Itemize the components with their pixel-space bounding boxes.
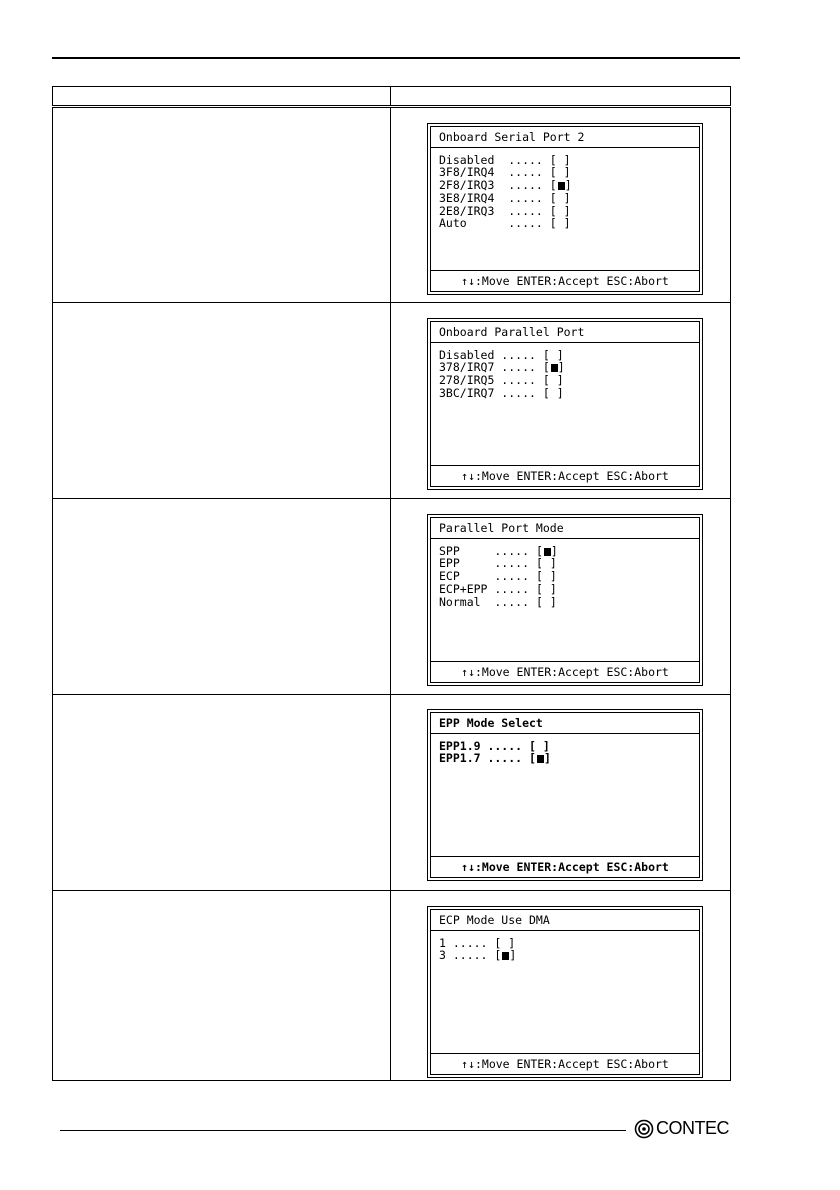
option-item[interactable]: ECP ..... [ ] xyxy=(439,569,557,584)
screen-cell xyxy=(391,891,731,1081)
option-label: EPP1.9 ..... xyxy=(439,738,523,753)
checkbox-empty[interactable] xyxy=(550,386,557,400)
option-item[interactable]: 1 ..... [ ] xyxy=(439,935,516,950)
option-item[interactable]: EPP1.7 ..... [ ] xyxy=(439,751,551,766)
option-label: ECP+EPP ..... xyxy=(439,581,530,596)
checkbox-empty[interactable] xyxy=(550,348,557,362)
bios-screen-serial-port-2 xyxy=(427,123,703,295)
table-header-row xyxy=(53,87,731,107)
option-label: 2E8/IRQ3 ..... xyxy=(439,203,543,218)
bios-screen-title: Onboard Serial Port 2 xyxy=(431,127,699,148)
option-item[interactable]: 3E8/IRQ4 ..... [ ] xyxy=(439,190,571,205)
table-row xyxy=(53,891,731,1081)
key-hint-footer: ↑↓:Move ENTER:Accept ESC:Abort xyxy=(431,856,699,877)
bios-screen-title: Parallel Port Mode xyxy=(431,518,699,539)
description-cell xyxy=(53,695,391,891)
option-list xyxy=(431,343,699,400)
table-header-col1 xyxy=(53,87,391,107)
selected-mark-icon[interactable] xyxy=(551,364,558,372)
option-label: EPP ..... xyxy=(439,556,530,571)
option-item[interactable]: Disabled ..... [ ] xyxy=(439,152,571,167)
key-hint-footer: ↑↓:Move ENTER:Accept ESC:Abort xyxy=(431,465,699,486)
option-label: 3F8/IRQ4 ..... xyxy=(439,165,543,180)
option-item[interactable]: Disabled ..... [ ] xyxy=(439,347,564,362)
option-list xyxy=(431,734,699,765)
description-cell xyxy=(53,891,391,1081)
table-row xyxy=(53,303,731,499)
option-label: SPP ..... xyxy=(439,543,530,558)
brand-name: CONTEC xyxy=(656,1118,729,1138)
contec-logo-icon xyxy=(634,1119,654,1139)
selected-mark-icon[interactable] xyxy=(537,755,544,763)
option-label: 3BC/IRQ7 ..... xyxy=(439,385,536,400)
option-label: 378/IRQ7 ..... xyxy=(439,360,536,375)
table-row xyxy=(53,695,731,891)
description-cell xyxy=(53,107,391,303)
key-hint-footer: ↑↓:Move ENTER:Accept ESC:Abort xyxy=(431,1053,699,1074)
screen-cell xyxy=(391,499,731,695)
option-label: ECP ..... xyxy=(439,569,530,584)
option-label: Disabled ..... xyxy=(439,152,543,167)
option-list xyxy=(431,539,699,609)
option-label: Disabled ..... xyxy=(439,347,536,362)
bios-screen-title: ECP Mode Use DMA xyxy=(431,910,699,931)
option-label: 1 ..... xyxy=(439,935,488,950)
checkbox-empty[interactable] xyxy=(557,165,564,179)
option-item[interactable]: 278/IRQ5 ..... [ ] xyxy=(439,373,564,388)
checkbox-empty[interactable] xyxy=(557,216,564,230)
option-item[interactable]: SPP ..... [ ] xyxy=(439,543,558,558)
bios-screen-epp-mode-select xyxy=(427,709,703,881)
option-list xyxy=(431,148,699,230)
settings-table xyxy=(52,86,731,1081)
option-item[interactable]: 3BC/IRQ7 ..... [ ] xyxy=(439,385,564,400)
screen-cell xyxy=(391,107,731,303)
option-label: 2F8/IRQ3 ..... xyxy=(439,178,543,193)
option-label: 3E8/IRQ4 ..... xyxy=(439,190,543,205)
description-cell xyxy=(53,499,391,695)
option-item[interactable]: 3 ..... [ ] xyxy=(439,948,517,963)
bios-screen-title: EPP Mode Select xyxy=(431,713,699,734)
option-label: 3 ..... xyxy=(439,948,488,963)
option-item[interactable]: EPP1.9 ..... [ ] xyxy=(439,738,550,753)
checkbox-empty[interactable] xyxy=(543,595,550,609)
selected-mark-icon[interactable] xyxy=(544,548,551,556)
option-item[interactable]: Normal ..... [ ] xyxy=(439,594,557,609)
option-label: 278/IRQ5 ..... xyxy=(439,373,536,388)
bios-screen-parallel-port xyxy=(427,318,703,490)
bios-screen-parallel-port-mode xyxy=(427,514,703,686)
option-list xyxy=(431,931,699,962)
option-item[interactable]: 2E8/IRQ3 ..... [ ] xyxy=(439,203,571,218)
option-label: EPP1.7 ..... xyxy=(439,751,523,766)
table-row xyxy=(53,499,731,695)
option-item[interactable]: 2F8/IRQ3 ..... [ ] xyxy=(439,178,572,193)
option-item[interactable]: 378/IRQ7 ..... [ ] xyxy=(439,360,565,375)
option-item[interactable]: Auto ..... [ ] xyxy=(439,216,571,231)
checkbox-empty[interactable] xyxy=(501,936,508,950)
bottom-rule xyxy=(60,1130,626,1131)
option-label: Auto ..... xyxy=(439,216,543,231)
bios-screen-title: Onboard Parallel Port xyxy=(431,322,699,343)
key-hint-footer: ↑↓:Move ENTER:Accept ESC:Abort xyxy=(431,270,699,291)
option-item[interactable]: ECP+EPP ..... [ ] xyxy=(439,581,557,596)
screen-cell xyxy=(391,303,731,499)
selected-mark-icon[interactable] xyxy=(502,952,509,960)
option-item[interactable]: 3F8/IRQ4 ..... [ ] xyxy=(439,165,571,180)
bios-screen-ecp-dma xyxy=(427,906,703,1078)
screen-cell xyxy=(391,695,731,891)
key-hint-footer: ↑↓:Move ENTER:Accept ESC:Abort xyxy=(431,661,699,682)
table-header-col2 xyxy=(391,87,731,107)
brand-logo xyxy=(634,1118,729,1139)
top-rule xyxy=(52,57,740,59)
selected-mark-icon[interactable] xyxy=(558,182,565,190)
option-item[interactable]: EPP ..... [ ] xyxy=(439,556,557,571)
option-label: Normal ..... xyxy=(439,594,530,609)
table-row xyxy=(53,107,731,303)
checkbox-empty[interactable] xyxy=(536,739,543,753)
description-cell xyxy=(53,303,391,499)
